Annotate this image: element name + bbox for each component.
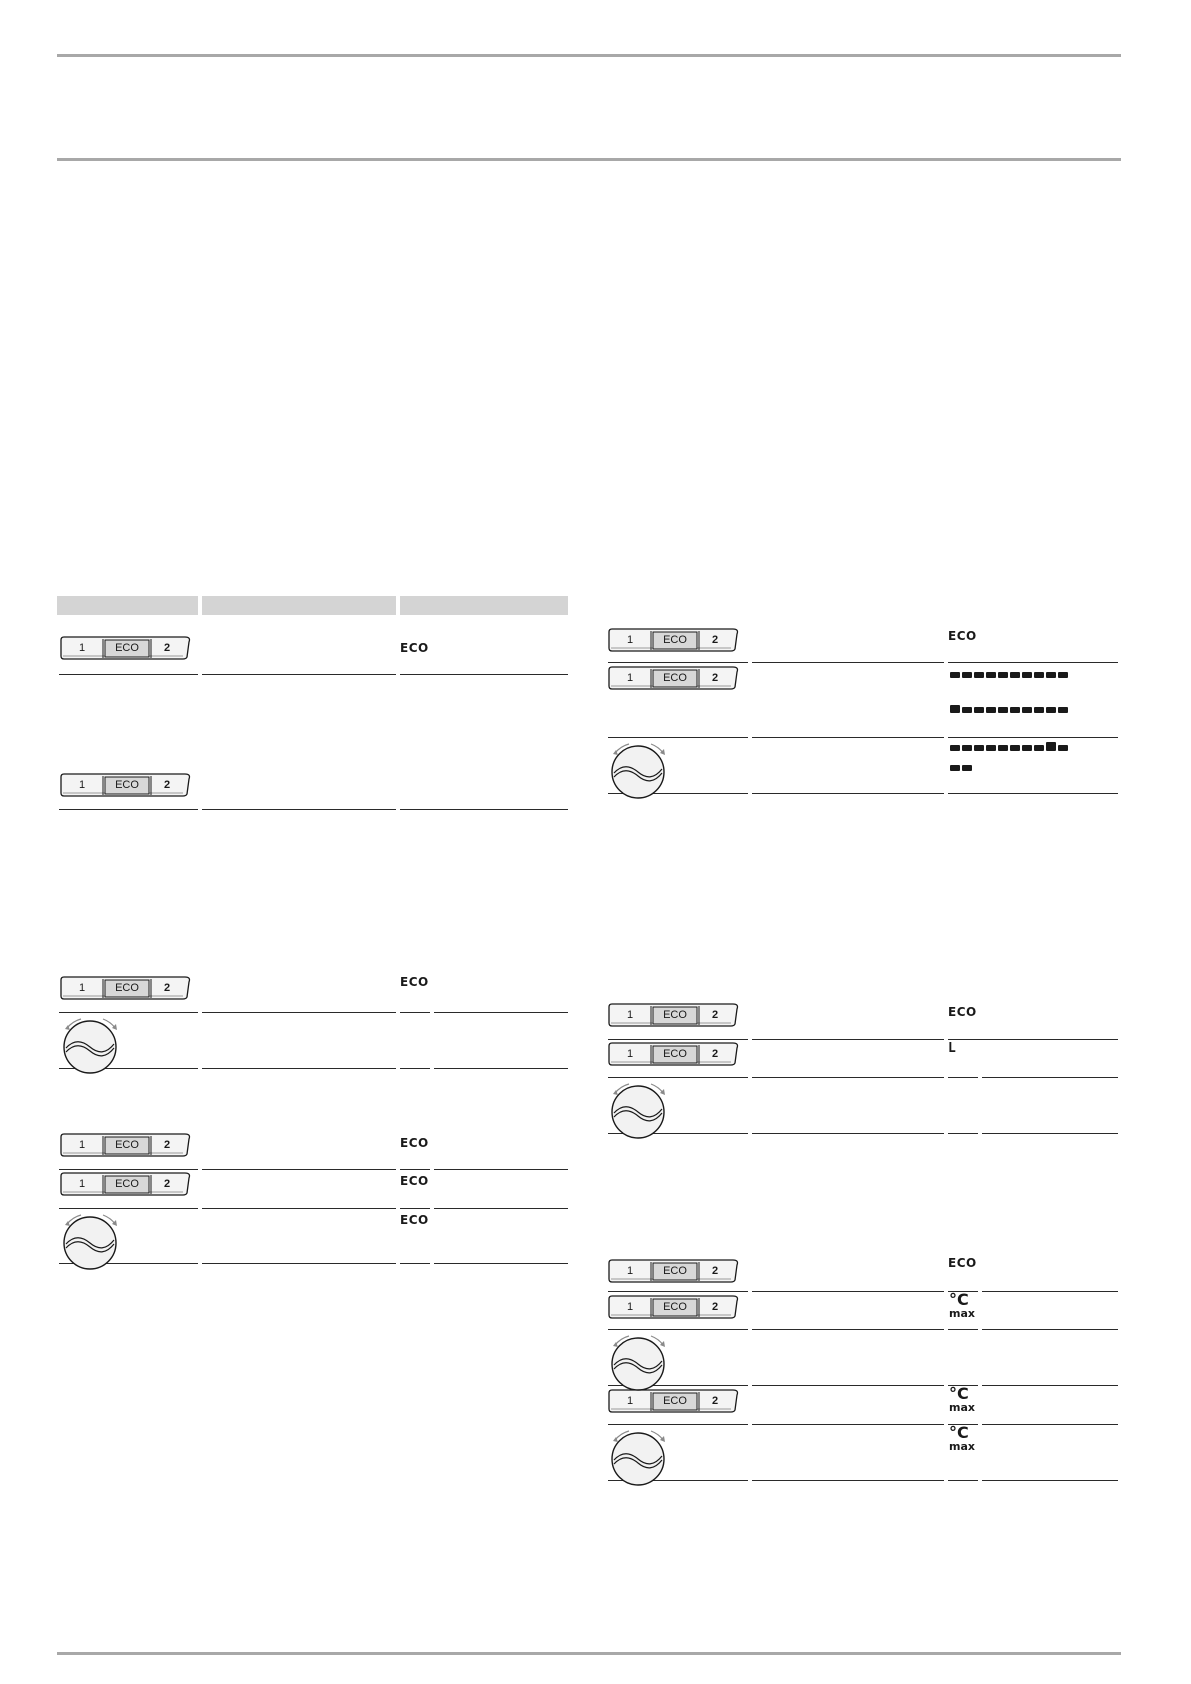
segment [962,765,972,771]
rotary-dial-knob[interactable] [609,1079,673,1143]
button-1[interactable]: 1 [78,642,86,654]
button-2[interactable]: 2 [711,1265,719,1277]
button-1[interactable]: 1 [626,634,634,646]
display-segment-bar-short [950,765,974,771]
row-separator [434,1012,568,1013]
button-2[interactable]: 2 [163,1178,171,1190]
segment [986,672,996,678]
segment [1046,707,1056,713]
button-2[interactable]: 2 [163,982,171,994]
display-segment-bar-start [950,707,1074,713]
button-1[interactable]: 1 [78,779,86,791]
row-separator [202,1208,396,1209]
button-2[interactable]: 2 [711,1048,719,1060]
button-strip[interactable] [607,627,741,653]
row-separator [752,1133,944,1134]
dial-icon [61,1014,125,1078]
button-strip[interactable] [59,1171,193,1197]
row-separator [948,1480,978,1481]
row-separator [202,1068,396,1069]
button-eco[interactable]: ECO [663,634,687,646]
row-separator [982,1133,1118,1134]
display-temp-max [949,1386,989,1413]
row-separator [400,809,568,810]
segment [1022,672,1032,678]
button-2[interactable]: 2 [711,672,719,684]
row-separator [434,1169,568,1170]
segment [962,745,972,751]
button-2[interactable]: 2 [163,779,171,791]
row-separator [752,662,944,663]
segment [974,745,984,751]
segment [950,765,960,771]
button-eco[interactable]: ECO [115,779,139,791]
row-separator [434,1208,568,1209]
row-separator [752,737,944,738]
row-separator [608,1291,748,1292]
row-separator [752,1424,944,1425]
table-header-col1 [57,596,198,615]
row-separator [608,662,748,663]
button-eco[interactable]: ECO [663,1265,687,1277]
segment [998,672,1008,678]
button-eco[interactable]: ECO [115,1178,139,1190]
button-strip[interactable] [607,1002,741,1028]
button-eco[interactable]: ECO [663,1301,687,1313]
header-rule-top [57,54,1121,57]
button-1[interactable]: 1 [626,1048,634,1060]
dial-icon [609,739,673,803]
degree-celsius: °C [949,1290,969,1309]
segment [1058,707,1068,713]
button-eco[interactable]: ECO [115,982,139,994]
row-separator [59,674,198,675]
row-separator [982,1385,1118,1386]
rotary-dial-knob[interactable] [61,1210,125,1274]
segment [1046,742,1056,751]
degree-celsius: °C [949,1423,969,1442]
button-eco[interactable]: ECO [663,672,687,684]
row-separator [948,1329,978,1330]
button-1[interactable]: 1 [626,1009,634,1021]
row-separator [982,1077,1118,1078]
display-eco: ECO [400,1174,429,1188]
segment [1034,672,1044,678]
max-label: max [949,1440,975,1453]
button-2[interactable]: 2 [711,1009,719,1021]
button-1[interactable]: 1 [626,1395,634,1407]
max-label: max [949,1307,975,1320]
row-separator [752,1329,944,1330]
segment [1058,745,1068,751]
button-eco[interactable]: ECO [663,1048,687,1060]
display-eco: ECO [948,1256,977,1270]
button-1[interactable]: 1 [78,1178,86,1190]
display-eco: ECO [400,1136,429,1150]
segment [998,707,1008,713]
segment [986,745,996,751]
button-2[interactable]: 2 [163,642,171,654]
row-separator [752,1480,944,1481]
row-separator [202,1169,396,1170]
button-eco[interactable]: ECO [115,642,139,654]
button-strip[interactable] [59,1132,193,1158]
row-separator [608,737,748,738]
segment [998,745,1008,751]
rotary-dial-knob[interactable] [609,1426,673,1490]
segment [1034,745,1044,751]
button-strip[interactable] [607,665,741,691]
rotary-dial-knob[interactable] [61,1014,125,1078]
display-eco: ECO [400,1213,429,1227]
row-separator [752,1077,944,1078]
row-separator [202,809,396,810]
button-1[interactable]: 1 [78,982,86,994]
button-2[interactable]: 2 [163,1139,171,1151]
button-eco[interactable]: ECO [115,1139,139,1151]
row-separator [434,1263,568,1264]
segment [974,707,984,713]
dial-icon [609,1426,673,1490]
dial-icon [609,1331,673,1395]
rotary-dial-knob[interactable] [609,1331,673,1395]
row-separator [948,737,1118,738]
row-separator [202,1263,396,1264]
row-separator [59,1208,198,1209]
footer-rule [57,1652,1121,1655]
button-1[interactable]: 1 [626,672,634,684]
segment [1058,672,1068,678]
max-label: max [949,1401,975,1414]
button-strip[interactable] [59,772,193,798]
row-separator [59,809,198,810]
row-separator [608,1039,748,1040]
row-separator [752,1291,944,1292]
rotary-dial-knob[interactable] [609,739,673,803]
row-separator [202,1012,396,1013]
table-header-col2 [202,596,396,615]
segment [1010,745,1020,751]
dial-icon [609,1079,673,1143]
segment [1010,707,1020,713]
row-separator [202,674,396,675]
segment [1010,672,1020,678]
button-strip[interactable] [607,1258,741,1284]
row-separator [948,1039,1118,1040]
button-2[interactable]: 2 [711,634,719,646]
button-2[interactable]: 2 [711,1301,719,1313]
dial-icon [61,1210,125,1274]
segment [950,745,960,751]
row-separator [400,1169,430,1170]
segment [950,705,960,713]
row-separator [400,1012,430,1013]
display-segment-bar [950,672,1074,678]
segment [1034,707,1044,713]
row-separator [982,1480,1118,1481]
segment [986,707,996,713]
row-separator [608,1077,748,1078]
row-separator [948,1133,978,1134]
display-temp-max [949,1292,989,1319]
row-separator [948,1077,978,1078]
row-separator [948,793,1118,794]
button-strip[interactable] [59,635,193,661]
row-separator [608,1329,748,1330]
display-segment-bar-highlight [950,745,1074,751]
display-eco: ECO [400,641,429,655]
row-separator [982,1329,1118,1330]
button-strip[interactable] [607,1294,741,1320]
row-separator [752,1385,944,1386]
row-separator [608,1424,748,1425]
header-rule-bottom [57,158,1121,161]
row-separator [948,662,1118,663]
row-separator [982,1424,1118,1425]
row-separator [59,1012,198,1013]
display-eco: ECO [948,629,977,643]
row-separator [400,1208,430,1209]
row-separator [752,1039,944,1040]
segment [1046,672,1056,678]
segment [962,707,972,713]
row-separator [982,1291,1118,1292]
button-eco[interactable]: ECO [663,1009,687,1021]
button-2[interactable]: 2 [711,1395,719,1407]
segment [974,672,984,678]
display-eco: ECO [400,975,429,989]
button-eco[interactable]: ECO [663,1395,687,1407]
segment [950,672,960,678]
display-l-indicator: L [948,1041,956,1056]
button-1[interactable]: 1 [78,1139,86,1151]
table-header-col3 [400,596,568,615]
button-1[interactable]: 1 [626,1265,634,1277]
row-separator [59,1169,198,1170]
display-eco: ECO [948,1005,977,1019]
degree-celsius: °C [949,1384,969,1403]
row-separator [752,793,944,794]
row-separator [400,1263,430,1264]
button-1[interactable]: 1 [626,1301,634,1313]
display-temp-max [949,1425,989,1452]
button-strip[interactable] [59,975,193,1001]
segment [1022,745,1032,751]
row-separator [434,1068,568,1069]
segment [1022,707,1032,713]
row-separator [400,1068,430,1069]
row-separator [400,674,568,675]
segment [962,672,972,678]
button-strip[interactable] [607,1041,741,1067]
